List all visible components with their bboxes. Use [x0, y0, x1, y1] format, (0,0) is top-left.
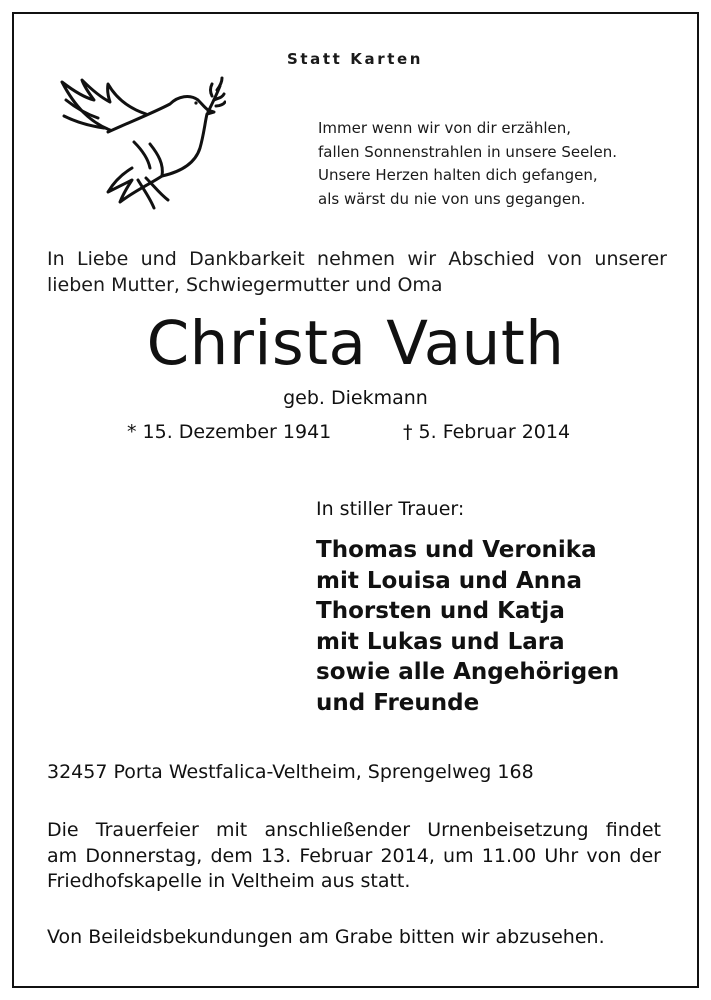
poem-line: als wärst du nie von uns gegangen. — [318, 189, 586, 208]
dove-with-olive-branch-icon — [50, 72, 226, 212]
poem — [318, 117, 617, 211]
poem-line: Unsere Herzen halten dich gefangen, — [318, 166, 598, 184]
mourner-line: Thorsten und Katja — [316, 598, 565, 624]
intro-line: lieben Mutter, Schwiegermutter und Oma — [47, 274, 443, 296]
mourner-line: mit Lukas und Lara — [316, 628, 565, 655]
mourner-line: und Freunde — [316, 689, 480, 716]
birth-name: geb. Diekmann — [283, 387, 428, 409]
mourner-line: mit Louisa und Anna — [316, 567, 583, 594]
birth-date: * 15. Dezember 1941 — [127, 421, 332, 443]
ceremony-info — [47, 818, 661, 895]
ceremony-line: Friedhofskapelle in Veltheim aus statt. — [47, 870, 411, 892]
intro-text — [47, 246, 667, 298]
poem-line: fallen Sonnenstrahlen in unsere Seelen. — [318, 142, 617, 161]
mourners-label: In stiller Trauer: — [316, 498, 465, 520]
notice-header: Statt Karten — [287, 50, 424, 68]
mourner-line: Thomas und Veronika — [316, 537, 597, 563]
ceremony-line: am Donnerstag, dem 13. Februar 2014, um 11.00 Uhr von der — [47, 844, 661, 867]
condolence-request: Von Beileidsbekundungen am Grabe bitten wir abzusehen. — [47, 926, 605, 948]
address: 32457 Porta Westfalica-Veltheim, Sprengelweg 168 — [47, 761, 534, 783]
mourners-list — [316, 535, 619, 718]
mourner-line: sowie alle Angehörigen — [316, 659, 620, 685]
intro-line: In Liebe und Dankbarkeit nehmen wir Abschied von unserer — [47, 248, 667, 270]
deceased-name: Christa Vauth — [146, 308, 565, 379]
poem-line: Immer wenn wir von dir erzählen, — [318, 119, 572, 137]
ceremony-line: Die Trauerfeier mit anschließender Urnenbeisetzung findet — [47, 819, 661, 841]
death-date: † 5. Februar 2014 — [403, 421, 571, 443]
